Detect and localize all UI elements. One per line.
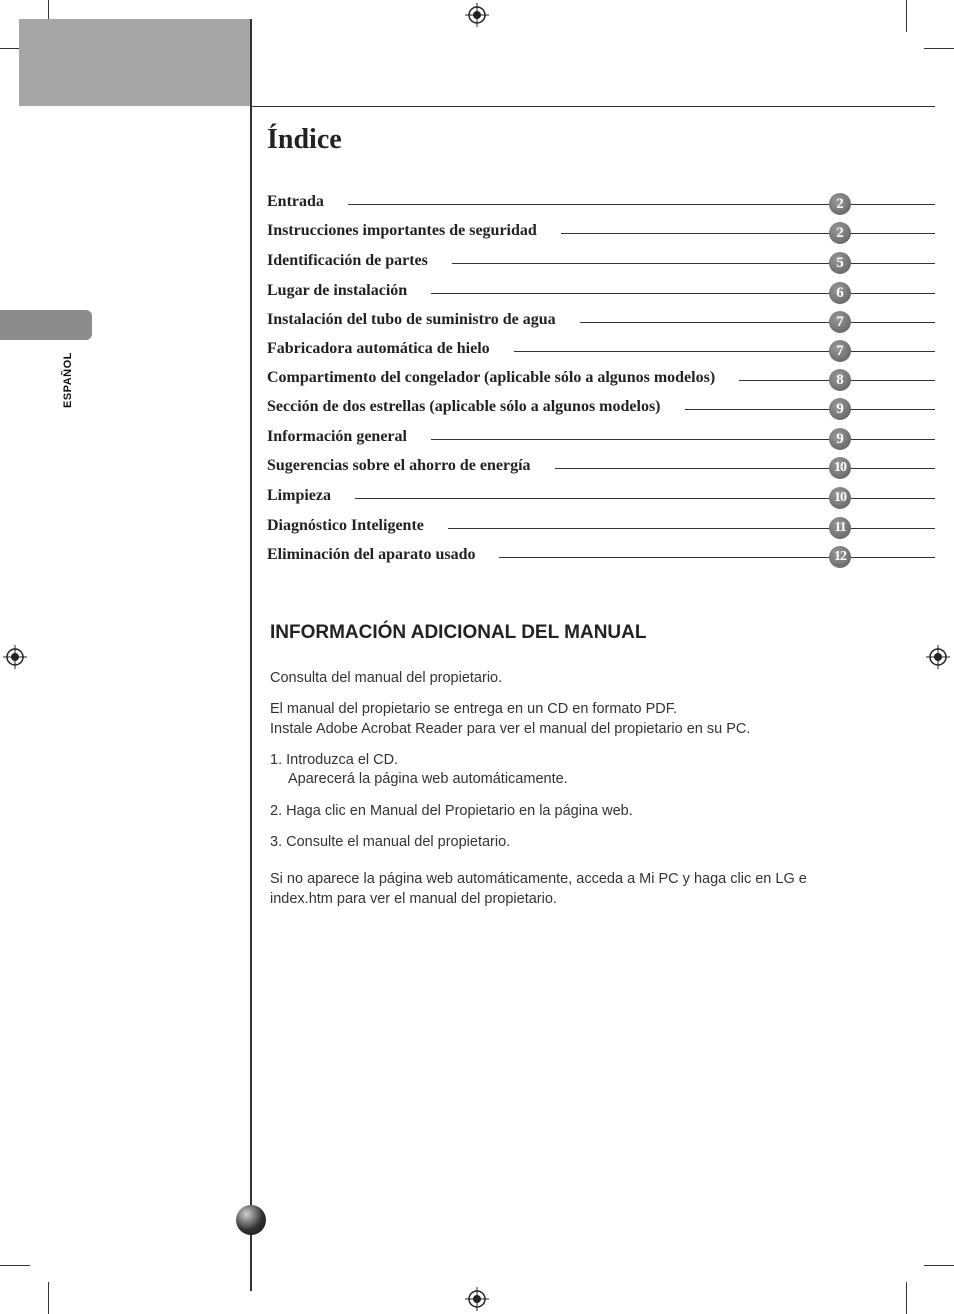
registration-mark-icon — [3, 645, 27, 669]
toc-page-number: 8 — [829, 369, 851, 391]
toc-entry-label: Identificación de partes — [267, 252, 452, 270]
toc-entry-label: Compartimento del congelador (aplicable sólo a algunos modelos) — [267, 369, 739, 387]
list-item-detail: Aparecerá la página web automáticamente. — [288, 771, 568, 787]
toc-entry-label: Limpieza — [267, 487, 355, 505]
toc-entry-label: Lugar de instalación — [267, 282, 431, 300]
registration-mark-icon — [926, 645, 950, 669]
toc-entry-label: Fabricadora automática de hielo — [267, 340, 514, 358]
toc-entry-label: Eliminación del aparato usado — [267, 546, 499, 564]
toc-page-number: 2 — [829, 193, 851, 215]
page-divider — [250, 19, 252, 1291]
language-label: ESPAÑOL — [62, 352, 74, 408]
toc-page-number: 7 — [829, 311, 851, 333]
toc-entry — [267, 369, 935, 393]
list-item: 2. Haga clic en Manual del Propietario en la página web. — [270, 803, 633, 819]
toc-page-number: 11 — [829, 517, 851, 539]
toc-entry — [267, 457, 935, 481]
paragraph: index.htm para ver el manual del propietario. — [270, 891, 557, 907]
toc-page-number: 12 — [829, 546, 851, 568]
toc-page-number: 2 — [829, 222, 851, 244]
toc-entry-label: Información general — [267, 428, 431, 446]
paragraph: El manual del propietario se entrega en un CD en formato PDF. — [270, 701, 678, 717]
crop-mark — [0, 1265, 30, 1266]
toc-page-number: 9 — [829, 398, 851, 420]
list-item: 1. Introduzca el CD. — [270, 752, 399, 768]
toc-entry-label: Entrada — [267, 193, 348, 211]
paragraph: Si no aparece la página web automáticamente, acceda a Mi PC y haga clic en LG e — [270, 871, 807, 887]
toc-entry-label: Instrucciones importantes de seguridad — [267, 222, 561, 240]
crop-mark — [924, 48, 954, 49]
language-tab — [0, 310, 92, 340]
toc-entry — [267, 252, 935, 276]
registration-mark-icon — [465, 1287, 489, 1311]
toc-entry — [267, 311, 935, 335]
header-rule — [251, 106, 935, 107]
toc-entry — [267, 282, 935, 306]
crop-mark — [906, 0, 907, 32]
toc-page-number: 10 — [829, 457, 851, 479]
registration-mark-icon — [465, 3, 489, 27]
toc-entry — [267, 340, 935, 364]
toc-entry — [267, 193, 935, 217]
toc-entry — [267, 517, 935, 541]
toc-page-number: 6 — [829, 282, 851, 304]
toc-entry — [267, 487, 935, 511]
toc-page-number: 5 — [829, 252, 851, 274]
paragraph: Consulta del manual del propietario. — [270, 670, 503, 686]
section-heading: INFORMACIÓN ADICIONAL DEL MANUAL — [270, 622, 647, 643]
crop-mark — [48, 1282, 49, 1314]
header-gray-block — [19, 19, 251, 106]
toc-page-number: 7 — [829, 340, 851, 362]
toc-entry-label: Sugerencias sobre el ahorro de energía — [267, 457, 555, 475]
page-title: Índice — [267, 124, 342, 155]
page-marker — [236, 1205, 266, 1235]
toc-entry-label: Diagnóstico Inteligente — [267, 517, 448, 535]
toc-entry-label: Instalación del tubo de suministro de agua — [267, 311, 580, 329]
toc-entry — [267, 428, 935, 452]
toc-entry — [267, 398, 935, 422]
toc-entry — [267, 546, 935, 570]
toc-page-number: 10 — [829, 487, 851, 509]
paragraph: Instale Adobe Acrobat Reader para ver el manual del propietario en su PC. — [270, 721, 751, 737]
list-item: 3. Consulte el manual del propietario. — [270, 834, 511, 850]
crop-mark — [906, 1282, 907, 1314]
crop-mark — [924, 1265, 954, 1266]
toc-entry-label: Sección de dos estrellas (aplicable sólo a algunos modelos) — [267, 398, 685, 416]
toc-entry — [267, 222, 935, 246]
toc-page-number: 9 — [829, 428, 851, 450]
